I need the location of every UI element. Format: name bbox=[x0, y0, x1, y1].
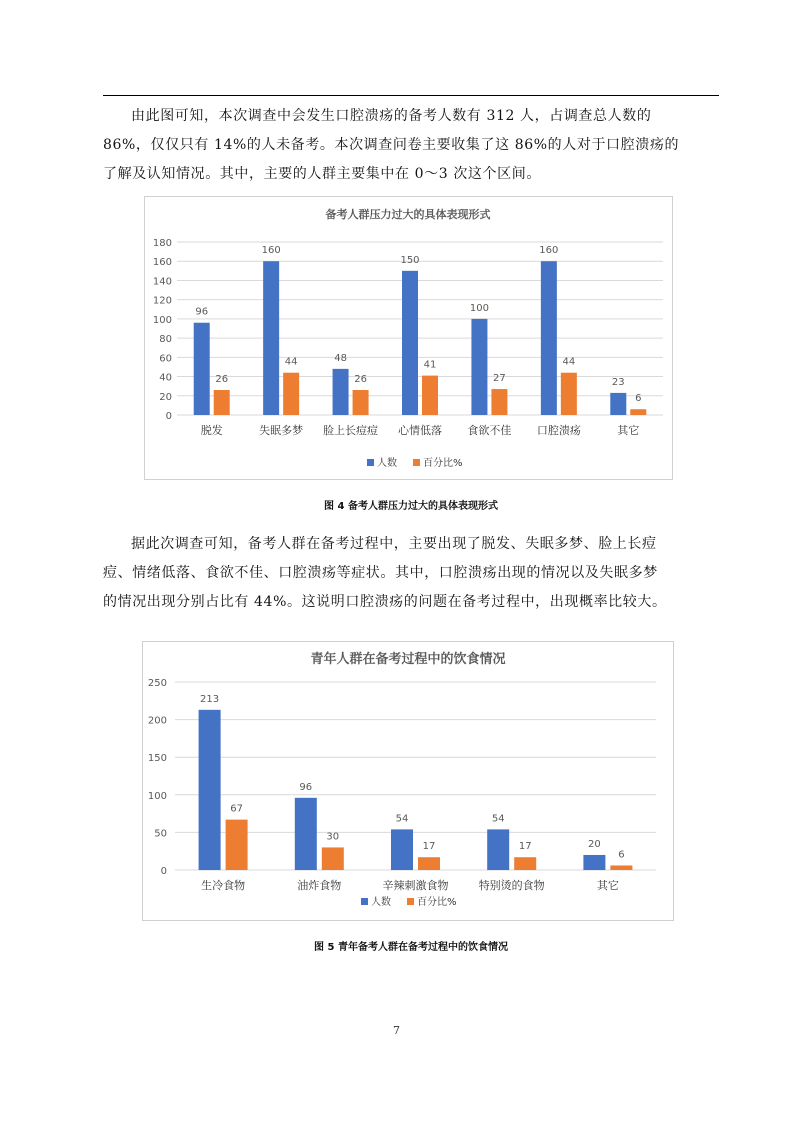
bar bbox=[561, 373, 577, 415]
paragraph-line: 86%，仅仅只有 14%的人未备考。本次调查问卷主要收集了这 86%的人对于口腔溃疡的 bbox=[103, 137, 680, 153]
data-label: 160 bbox=[261, 245, 281, 257]
x-tick-label: 脱发 bbox=[200, 424, 223, 437]
bar bbox=[541, 261, 557, 415]
data-label: 67 bbox=[230, 803, 243, 815]
legend-swatch bbox=[407, 898, 414, 905]
data-label: 44 bbox=[284, 356, 298, 368]
bar bbox=[630, 409, 646, 415]
y-tick-label: 80 bbox=[159, 334, 172, 346]
y-tick-label: 0 bbox=[165, 411, 172, 422]
paragraph-2 bbox=[103, 530, 719, 617]
y-tick-label: 100 bbox=[147, 790, 167, 802]
x-tick-label: 生冷食物 bbox=[201, 879, 246, 892]
data-label: 6 bbox=[635, 393, 642, 405]
data-label: 17 bbox=[422, 841, 436, 853]
paragraph-line: 了解及认知情况。其中，主要的人群主要集中在 0～3 次这个区间。 bbox=[103, 166, 541, 182]
bar bbox=[353, 390, 369, 415]
data-label: 54 bbox=[491, 813, 505, 825]
y-tick-label: 40 bbox=[159, 372, 172, 384]
legend-label: 百分比% bbox=[423, 458, 463, 469]
bar bbox=[333, 369, 349, 415]
chart-title: 青年人群在备考过程中的饮食情况 bbox=[310, 652, 506, 667]
x-tick-label: 失眠多梦 bbox=[259, 424, 304, 437]
x-tick-label: 其它 bbox=[596, 879, 619, 892]
header-rule bbox=[103, 95, 719, 96]
paragraph-line: 的情况出现分别占比有 44%。这说明口腔溃疡的问题在备考过程中，出现概率比较大。 bbox=[103, 594, 667, 610]
y-tick-label: 100 bbox=[152, 314, 172, 326]
data-label: 17 bbox=[518, 841, 532, 853]
y-tick-label: 250 bbox=[147, 678, 167, 689]
y-tick-label: 120 bbox=[152, 295, 172, 307]
legend-swatch bbox=[413, 459, 420, 466]
bar bbox=[610, 865, 632, 870]
x-tick-label: 脸上长痘痘 bbox=[323, 424, 379, 437]
bar bbox=[199, 710, 221, 870]
x-tick-label: 食欲不佳 bbox=[467, 424, 512, 437]
bar bbox=[610, 393, 626, 415]
data-label: 54 bbox=[395, 813, 409, 825]
figure-5-caption: 图 5 青年备考人群在备考过程中的饮食情况 bbox=[314, 942, 508, 953]
paragraph-line: 据此次调查可知，备考人群在备考过程中，主要出现了脱发、失眠多梦、脸上长痘 bbox=[131, 536, 657, 552]
bar bbox=[422, 376, 438, 415]
legend-swatch bbox=[367, 459, 374, 466]
data-label: 27 bbox=[493, 373, 506, 385]
bar bbox=[194, 323, 210, 415]
bar bbox=[391, 829, 413, 870]
bar bbox=[295, 798, 317, 870]
figure-4-chart bbox=[144, 196, 673, 480]
bar bbox=[322, 847, 344, 870]
y-tick-label: 160 bbox=[152, 257, 172, 269]
data-label: 23 bbox=[611, 376, 625, 388]
x-tick-label: 油炸食物 bbox=[297, 879, 342, 892]
bar bbox=[263, 261, 279, 415]
x-tick-label: 特别烫的食物 bbox=[478, 879, 545, 892]
data-label: 26 bbox=[215, 374, 229, 386]
data-label: 20 bbox=[588, 838, 601, 850]
y-tick-label: 140 bbox=[152, 276, 172, 288]
legend-label: 人数 bbox=[371, 897, 391, 908]
legend-label: 百分比% bbox=[417, 897, 457, 908]
legend-label: 人数 bbox=[377, 458, 397, 469]
data-label: 100 bbox=[469, 302, 489, 314]
bar bbox=[283, 373, 299, 415]
data-label: 41 bbox=[423, 359, 437, 371]
page-number: 7 bbox=[393, 1024, 400, 1037]
bar bbox=[491, 389, 507, 415]
data-label: 48 bbox=[334, 352, 347, 364]
bar-chart-stress-symptoms bbox=[145, 197, 672, 479]
y-tick-label: 50 bbox=[154, 828, 167, 840]
data-label: 44 bbox=[562, 356, 576, 368]
bar bbox=[514, 857, 536, 870]
y-tick-label: 200 bbox=[147, 715, 167, 727]
data-label: 6 bbox=[618, 849, 625, 861]
data-label: 96 bbox=[299, 781, 313, 793]
data-label: 96 bbox=[195, 306, 209, 318]
data-label: 30 bbox=[326, 831, 340, 843]
bar bbox=[214, 390, 230, 415]
data-label: 160 bbox=[539, 245, 559, 257]
bar bbox=[226, 820, 248, 870]
legend-swatch bbox=[361, 898, 368, 905]
y-tick-label: 20 bbox=[159, 391, 172, 403]
bar bbox=[487, 829, 509, 870]
x-tick-label: 其它 bbox=[617, 424, 640, 437]
y-tick-label: 0 bbox=[160, 866, 167, 877]
bar bbox=[583, 855, 605, 870]
bar bbox=[471, 319, 487, 415]
bar bbox=[418, 857, 440, 870]
bar bbox=[402, 271, 418, 415]
data-label: 150 bbox=[400, 254, 420, 266]
x-tick-label: 辛辣刺激食物 bbox=[382, 879, 449, 892]
paragraph-1 bbox=[103, 102, 719, 189]
x-tick-label: 心情低落 bbox=[398, 424, 442, 437]
y-tick-label: 60 bbox=[159, 353, 172, 365]
figure-4-caption: 图 4 备考人群压力过大的具体表现形式 bbox=[324, 501, 498, 512]
data-label: 213 bbox=[200, 693, 220, 705]
x-tick-label: 口腔溃疡 bbox=[536, 424, 581, 437]
y-tick-label: 180 bbox=[152, 238, 172, 249]
paragraph-line: 痘、情绪低落、食欲不佳、口腔溃疡等症状。其中，口腔溃疡出现的情况以及失眠多梦 bbox=[103, 565, 658, 581]
chart-title: 备考人群压力过大的具体表现形式 bbox=[325, 208, 491, 221]
y-tick-label: 150 bbox=[147, 753, 167, 765]
figure-5-chart bbox=[142, 641, 674, 921]
paragraph-line: 由此图可知，本次调查中会发生口腔溃疡的备考人数有 312 人，占调查总人数的 bbox=[131, 108, 652, 124]
bar-chart-diet bbox=[143, 642, 673, 920]
data-label: 26 bbox=[354, 374, 367, 386]
